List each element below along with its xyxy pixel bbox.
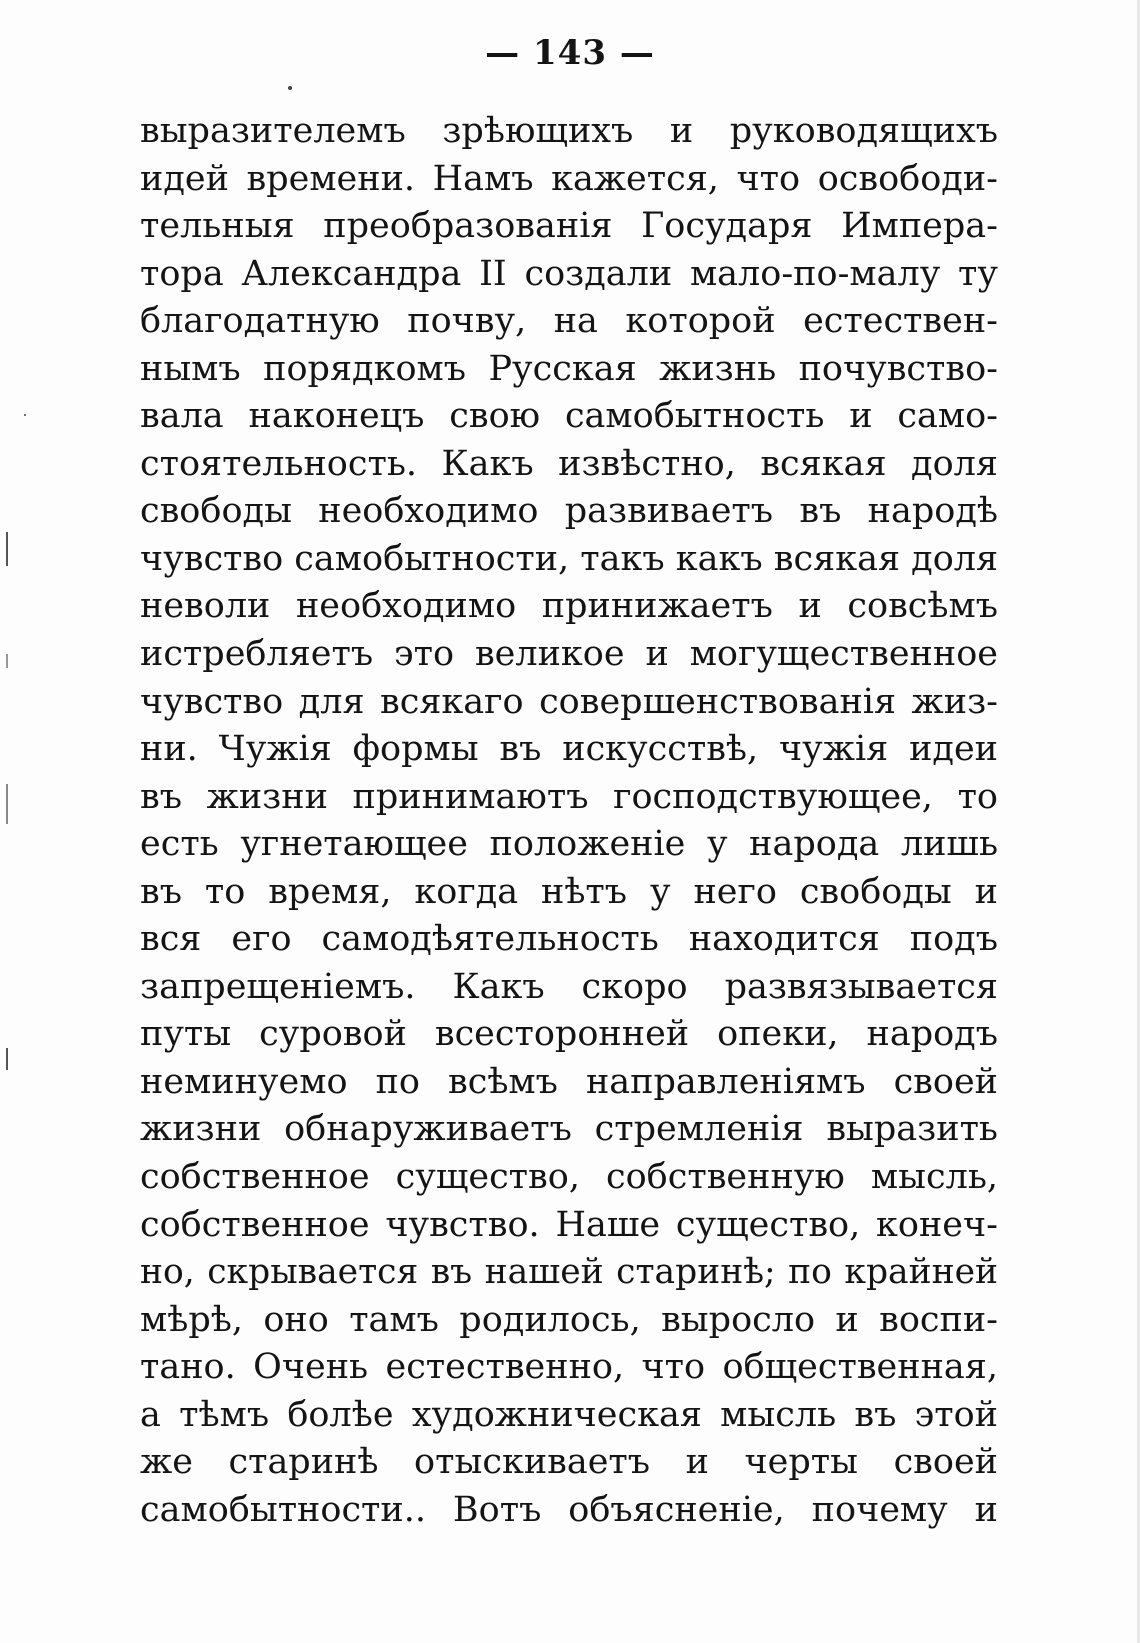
text-line: идей времени. Намъ кажется, что освободи- <box>140 158 998 199</box>
text-line: нымъ порядкомъ Русская жизнь почувство- <box>140 348 998 389</box>
scan-margin-mark <box>6 532 8 566</box>
text-line: свободы необходимо развиваетъ въ народѣ <box>140 491 998 532</box>
scan-margin-mark <box>6 654 8 668</box>
text-line: а тѣмъ болѣе художническая мысль въ этой <box>140 1394 998 1435</box>
text-line: истребляетъ это великое и могущественное <box>140 634 998 675</box>
scan-speck <box>288 86 292 90</box>
text-line: въ то время, когда нѣтъ у него свободы и <box>140 871 998 912</box>
text-line: самобытности.. Вотъ объясненіе, почему и <box>140 1489 998 1530</box>
text-line: есть угнетающее положеніе у народа лишь <box>140 824 998 865</box>
text-line: тора Александра II создали мало-по-малу ту <box>140 253 998 294</box>
text-line: благодатную почву, на которой естествен- <box>140 301 998 342</box>
text-line: же старинѣ отыскиваетъ и черты своей <box>140 1442 998 1483</box>
page-number: — 143 — <box>485 33 655 73</box>
scan-speck <box>24 414 26 416</box>
text-line: стоятельность. Какъ извѣстно, всякая доля <box>140 443 998 484</box>
text-line: тельныя преобразованія Государя Импера- <box>140 206 998 247</box>
scan-margin-mark <box>6 784 8 824</box>
text-line: вся его самодѣятельность находится подъ <box>140 919 998 960</box>
body-text <box>140 108 998 1534</box>
text-line: неволи необходимо принижаетъ и совсѣмъ <box>140 586 998 627</box>
text-line: собственное существо, собственную мысль, <box>140 1157 998 1198</box>
text-line: чувство самобытности, такъ какъ всякая доля <box>140 538 998 579</box>
text-line: выразителемъ зрѣющихъ и руководящихъ <box>140 111 998 151</box>
text-line: тано. Очень естественно, что общественная, <box>140 1347 998 1388</box>
text-line: ни. Чужія формы въ искусствѣ, чужія идеи <box>140 729 998 770</box>
text-line: запрещеніемъ. Какъ скоро развязывается <box>140 966 998 1007</box>
text-line: но, скрывается въ нашей старинѣ; по крайней <box>140 1252 998 1293</box>
text-line: жизни обнаруживаетъ стремленія выразить <box>140 1109 998 1150</box>
text-line: вала наконецъ свою самобытность и само- <box>140 396 998 437</box>
text-line: собственное чувство. Наше существо, конеч- <box>140 1204 998 1245</box>
text-line: чувство для всякаго совершенствованія жиз- <box>140 681 998 722</box>
text-line: неминуемо по всѣмъ направленіямъ своей <box>140 1061 998 1102</box>
text-line: въ жизни принимаютъ господствующее, то <box>140 776 998 817</box>
scan-margin-mark <box>6 1048 8 1070</box>
text-line: мѣрѣ, оно тамъ родилось, выросло и воспи- <box>140 1299 998 1340</box>
text-line: путы суровой всесторонней опеки, народъ <box>140 1014 998 1055</box>
